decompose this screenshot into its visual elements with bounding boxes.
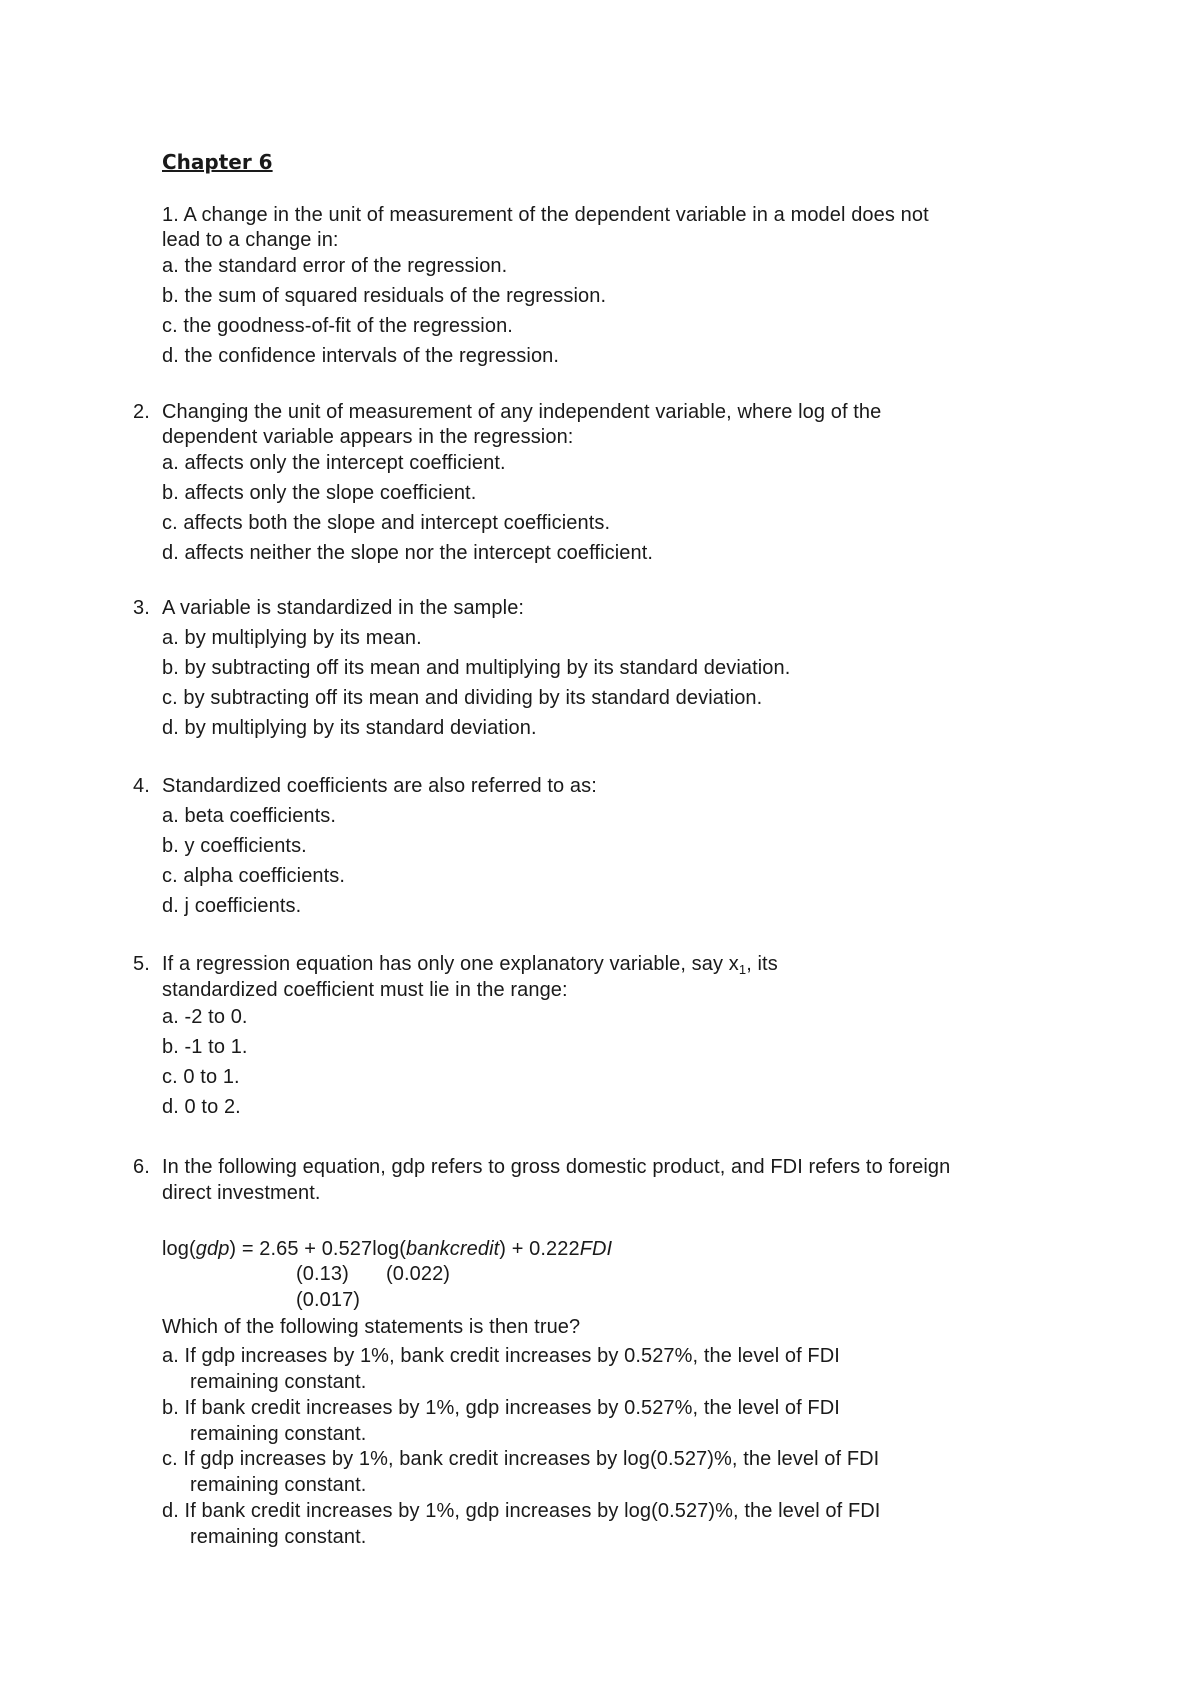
question-5-number: 5. (133, 953, 150, 975)
question-3-number: 3. (133, 597, 150, 619)
question-3-option-c: c. by subtracting off its mean and dividing by its standard deviation. (162, 687, 763, 709)
question-6-option-c-cont: remaining constant. (190, 1474, 367, 1496)
question-6-option-d-cont: remaining constant. (190, 1526, 367, 1548)
chapter-title: Chapter 6 (162, 150, 273, 174)
question-6-number: 6. (133, 1156, 150, 1178)
question-6-option-a-cont: remaining constant. (190, 1371, 367, 1393)
question-4-option-a: a. beta coefficients. (162, 805, 337, 827)
question-5-option-d: d. 0 to 2. (162, 1096, 241, 1118)
question-6-option-b: b. If bank credit increases by 1%, gdp increases by 0.527%, the level of FDI (162, 1397, 840, 1419)
question-3-option-b: b. by subtracting off its mean and multiplying by its standard deviation. (162, 657, 791, 679)
question-2-number: 2. (133, 401, 150, 423)
question-6-stem-line-2: direct investment. (162, 1182, 321, 1204)
question-5-option-a: a. -2 to 0. (162, 1006, 248, 1028)
question-1-stem-line-2: lead to a change in: (162, 229, 339, 251)
question-4-number: 4. (133, 775, 150, 797)
question-1-stem: 1. A change in the unit of measurement of the dependent variable in a model does not (162, 204, 929, 226)
question-1-number: 1. (162, 204, 179, 226)
question-6-option-a: a. If gdp increases by 1%, bank credit increases by 0.527%, the level of FDI (162, 1345, 840, 1367)
question-6-option-c: c. If gdp increases by 1%, bank credit increases by log(0.527)%, the level of FDI (162, 1448, 880, 1470)
question-2-stem-line-2: dependent variable appears in the regression: (162, 426, 574, 448)
question-1-option-c: c. the goodness-of-fit of the regression. (162, 315, 513, 337)
question-3-stem: A variable is standardized in the sample: (162, 597, 525, 619)
question-2-option-d: d. affects neither the slope nor the intercept coefficient. (162, 542, 654, 564)
question-6-prompt: Which of the following statements is then true? (162, 1316, 581, 1338)
question-1-option-b: b. the sum of squared residuals of the regression. (162, 285, 607, 307)
question-4-option-b: b. y coefficients. (162, 835, 307, 857)
question-6-option-b-cont: remaining constant. (190, 1423, 367, 1445)
question-6-option-d: d. If bank credit increases by 1%, gdp increases by log(0.527)%, the level of FDI (162, 1500, 881, 1522)
question-4-stem: Standardized coefficients are also referred to as: (162, 775, 597, 797)
question-5-option-c: c. 0 to 1. (162, 1066, 240, 1088)
question-4-option-c: c. alpha coefficients. (162, 865, 346, 887)
question-1-option-d: d. the confidence intervals of the regression. (162, 345, 560, 367)
standard-error-fdi: (0.017) (296, 1289, 361, 1311)
regression-equation: log(gdp) = 2.65 + 0.527log(bankcredit) + 0.222FDI (162, 1238, 613, 1260)
question-2-option-b: b. affects only the slope coefficient. (162, 482, 477, 504)
question-3-option-d: d. by multiplying by its standard deviation. (162, 717, 537, 739)
question-4-option-d: d. j coefficients. (162, 895, 302, 917)
question-5-option-b: b. -1 to 1. (162, 1036, 248, 1058)
question-3-option-a: a. by multiplying by its mean. (162, 627, 422, 649)
question-2-option-a: a. affects only the intercept coefficient. (162, 452, 506, 474)
subscript-1: 1 (738, 962, 747, 977)
question-5-stem: If a regression equation has only one explanatory variable, say $x_1$, its (162, 953, 778, 977)
question-6-stem: In the following equation, gdp refers to gross domestic product, and FDI refers to foreign (162, 1156, 951, 1178)
standard-error-bankcredit: (0.022) (386, 1263, 451, 1285)
question-2-option-c: c. affects both the slope and intercept coefficients. (162, 512, 611, 534)
question-2-stem: Changing the unit of measurement of any independent variable, where log of the (162, 401, 882, 423)
standard-error-intercept: (0.13) (296, 1263, 349, 1285)
question-5-stem-line-2: standardized coefficient must lie in the range: (162, 979, 568, 1001)
question-1-option-a: a. the standard error of the regression. (162, 255, 508, 277)
